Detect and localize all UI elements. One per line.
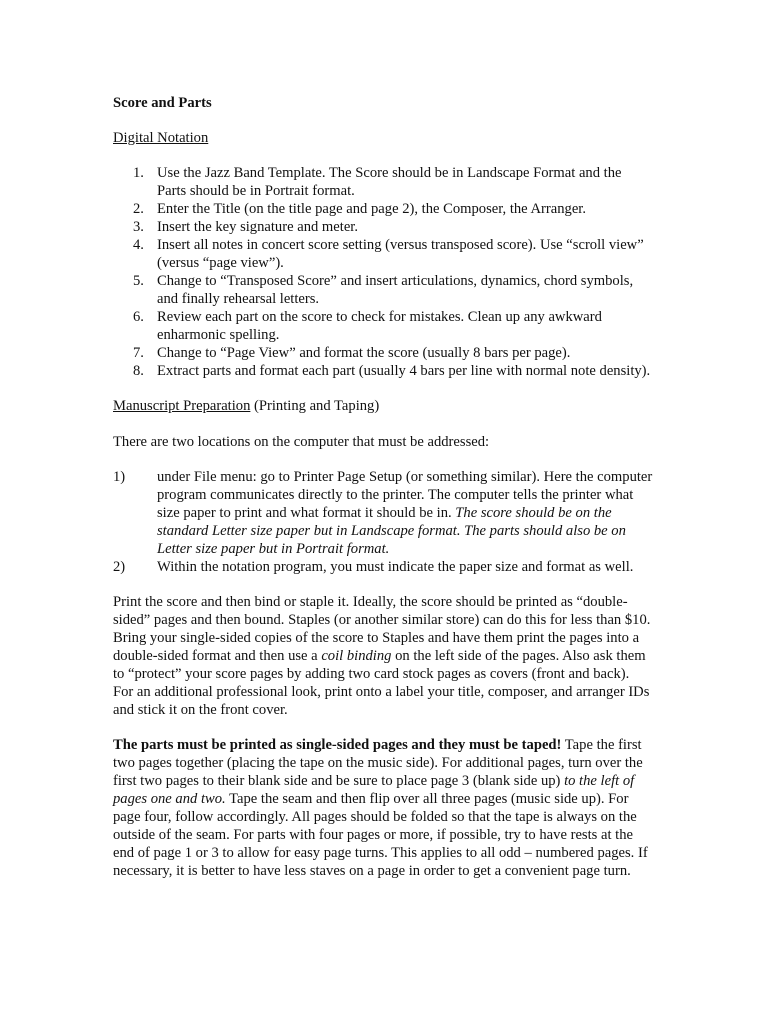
printer-locations-list [113,468,653,576]
manuscript-intro: There are two locations on the computer that must be addressed: [113,434,490,450]
document-title: Score and Parts [113,95,212,111]
step-number: 3. [133,219,144,235]
step-text: Enter the Title (on the title page and page 2), the Composer, the Arranger. [157,201,587,217]
print-score-text-1: Print the score and then bind or staple it. Ideally, the score should be printed as “double-sided” pages and then bound. Staples (or another similar store) can do this for less than $10. Bring your single-sided copies of the score to Staples and have them print the pages into a double-sided format and then use a [113,594,651,664]
list-item [113,558,653,576]
location-number: 2) [113,559,126,575]
step-text: Extract parts and format each part (usually 4 bars per line with normal note density). [157,363,651,379]
step-text: Review each part on the score to check for mistakes. Clean up any awkward enharmonic spelling. [157,309,602,343]
parts-taping-paragraph [113,736,653,880]
parts-bold-statement: The parts must be printed as single-sided pages and they must be taped! [113,737,562,753]
step-number: 4. [133,237,144,253]
manuscript-heading-text: Manuscript Preparation [113,398,251,414]
manuscript-heading-suffix: (Printing and Taping) [250,398,380,414]
parts-italic-text: to the left of pages one and two. [113,773,635,807]
step-number: 7. [133,345,144,361]
location-text: under File menu: go to Printer Page Setup (or something similar). Here the computer program communicates directly to the printer. The computer tells the printer what size paper to print and what format it should be in. [157,469,653,521]
digital-notation-steps [113,164,653,380]
list-item [113,272,653,308]
step-text: Insert the key signature and meter. [157,219,358,235]
list-item [113,218,653,236]
location-text: Within the notation program, you must indicate the paper size and format as well. [157,559,634,575]
list-item [113,308,653,344]
parts-text-2: Tape the seam and then flip over all three pages (music side up). For page four, follow accordingly. All pages should be folded so that the tape is always on the outside of the seam. For parts with four pages or more, if possible, try to have rests at the end of page 1 or 3 to allow for easy page turns. This applies to all odd – numbered pages. If necessary, it is better to have less staves on a page in order to get a convenient page turn. [113,791,648,879]
step-number: 5. [133,273,144,289]
print-score-paragraph [113,593,653,719]
digital-notation-heading-text: Digital Notation [113,130,209,146]
document-page [113,94,653,880]
list-item [113,344,653,362]
list-item [113,362,653,380]
manuscript-preparation-heading [113,397,653,415]
list-item [113,200,653,218]
print-score-text-2: on the left side of the pages. Also ask them to “protect” your score pages by adding two card stock pages as covers (front and back). For an additional professional look, print onto a label your title, composer, and arranger IDs and stick it on the front cover. [113,648,650,718]
step-number: 8. [133,363,144,379]
step-number: 1. [133,165,144,181]
list-item [113,164,653,200]
step-text: Change to “Page View” and format the score (usually 8 bars per page). [157,345,571,361]
list-item [113,468,653,558]
coil-binding-italic: coil binding [321,648,392,664]
step-text: Insert all notes in concert score setting (versus transposed score). Use “scroll view” (versus “page view”). [157,237,644,271]
parts-text-1: Tape the first two pages together (placing the tape on the music side). For additional pages, turn over the first two pages to their blank side and be sure to place page 3 (blank side up) [113,737,643,789]
step-text: Use the Jazz Band Template. The Score should be in Landscape Format and the Parts should be in Portrait format. [157,165,622,199]
step-number: 2. [133,201,144,217]
step-text: Change to “Transposed Score” and insert articulations, dynamics, chord symbols, and finally rehearsal letters. [157,273,634,307]
step-number: 6. [133,309,144,325]
list-item [113,236,653,272]
digital-notation-heading [113,129,653,147]
location-italic-text: The score should be on the standard Letter size paper but in Landscape format. The parts should also be on Letter size paper but in Portrait format. [157,505,626,557]
location-number: 1) [113,469,126,485]
